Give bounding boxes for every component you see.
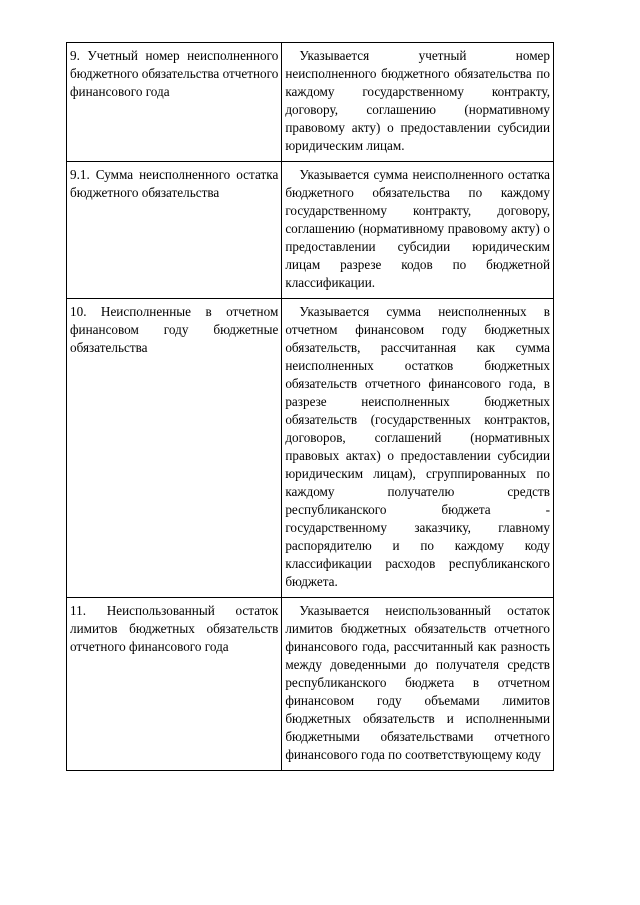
field-description-cell [282,598,554,771]
field-name-cell: 10. Неисполненные в отчетном финансовом году бюджетные обязательства [67,299,282,598]
field-description-text: Указывается сумма неисполненного остатка бюджетного обязательства по каждому государственному контракту, договору, соглашению (нормативному правовому акту) о предоставлении субсидии юридическим лицам разрезе кодов по бюджетной классификации. [285,167,550,290]
field-name-cell: 9. Учетный номер неисполненного бюджетного обязательства отчетного финансового года [67,43,282,162]
field-description-cell [282,162,554,299]
instructions-table [66,42,554,771]
document-page [66,42,554,771]
table-row [67,598,554,771]
field-description-cell [282,43,554,162]
table-row [67,43,554,162]
field-description-text: Указывается учетный номер неисполненного бюджетного обязательства по каждому государственному контракту, договору, соглашению (нормативному правовому акту) о предоставлении субсидии юридическим лицам. [285,48,550,153]
field-description-text: Указывается сумма неисполненных в отчетном финансовом году бюджетных обязательств, рассчитанная как сумма неисполненных остатков бюджетных обязательств отчетного финансового года, в разрезе неисполненных бюджетных обязательств (государственных контрактов, договоров, соглашений (нормативных правовых актах) о предоставлении субсидии юридическим лицам), сгруппированных по каждому получателю средств республиканского бюджета - государственному заказчику, главному распорядителю и по каждому коду классификации расходов республиканского бюджета. [285,304,550,589]
table-row [67,299,554,598]
field-description-text: Указывается неиспользованный остаток лимитов бюджетных обязательств отчетного финансового года, рассчитанный как разность между доведенными до получателя средств республиканского бюджета в отчетном финансовом году объемами лимитов бюджетных обязательств и исполненными бюджетными обязательствами отчетного финансового года по соответствующему коду [285,603,550,762]
field-description-cell [282,299,554,598]
field-name-cell: 9.1. Сумма неисполненного остатка бюджетного обязательства [67,162,282,299]
table-row [67,162,554,299]
field-description-clip [285,602,550,764]
field-name-cell: 11. Неиспользованный остаток лимитов бюджетных обязательств отчетного финансового года [67,598,282,771]
